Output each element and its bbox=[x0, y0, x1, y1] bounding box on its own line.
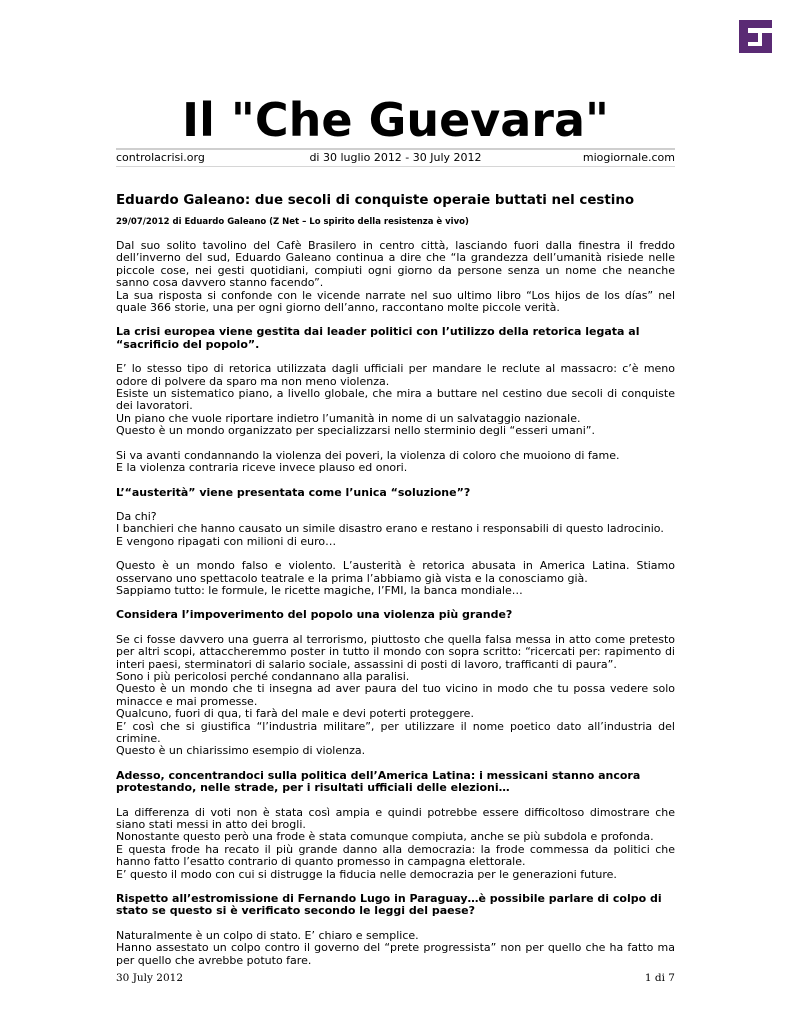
header-rule-top bbox=[116, 148, 675, 150]
article-title: Eduardo Galeano: due secoli di conquiste operaie buttati nel cestino bbox=[116, 193, 635, 208]
journal-logo-icon bbox=[739, 20, 772, 53]
paragraph: E’ lo stesso tipo di retorica utilizzata dagli ufficiali per mandare le reclute al massacro: c’è meno odore di polvere da sparo ma non meno violenza. bbox=[116, 362, 675, 388]
paragraph: La differenza di voti non è stata così ampia e quindi potrebbe essere difficoltoso dimostrare che siano stati messi in atto dei brogli. bbox=[116, 805, 675, 832]
paragraph: Sappiamo tutto: le formule, le ricette magiche, l’FMI, la banca mondiale… bbox=[116, 583, 523, 597]
date-range: di 30 luglio 2012 - 30 July 2012 bbox=[309, 151, 482, 164]
page-title: Il "Che Guevara" bbox=[181, 93, 609, 147]
source-left: controlacrisi.org bbox=[116, 151, 205, 164]
paragraph: La sua risposta si confonde con le vicende narrate nel suo ultimo libro “Los hijos de los días” nel quale 366 storie, una per ogni giorno dell’anno, raccontano molte piccole verità. bbox=[116, 288, 675, 315]
page-footer bbox=[116, 971, 675, 985]
paragraph: Naturalmente è un colpo di stato. E’ chiaro e semplice. bbox=[116, 928, 419, 942]
paragraph: Un piano che vuole riportare indietro l’umanità in nome di un salvataggio nazionale. bbox=[116, 411, 581, 425]
paragraph: Questo è un mondo falso e violento. L’austerità è retorica abusata in America Latina. Stiamo osservano uno spettacolo teatrale e la prima l’abbiamo già vista e la conosciamo già. bbox=[116, 559, 675, 585]
paragraph: Hanno assestato un colpo contro il governo del “prete progressista” non per quello che ha fatto ma per quello che avrebbe potuto fare. bbox=[116, 941, 675, 967]
paragraph: Sono i più pericolosi perché condannano alla paralisi. bbox=[116, 669, 410, 683]
paragraph: Nonostante questo però una frode è stata comunque compiuta, anche se più subdola e profonda. bbox=[116, 830, 654, 844]
paragraph: Questo è un chiarissimo esempio di violenza. bbox=[116, 744, 366, 758]
question-heading: Considera l’impoverimento del popolo una violenza più grande? bbox=[116, 608, 513, 622]
header-rule-bottom bbox=[116, 166, 675, 167]
paragraph: E la violenza contraria riceve invece plauso ed onori. bbox=[116, 461, 408, 475]
header-meta bbox=[116, 151, 675, 165]
question-heading: La crisi europea viene gestita dai leader politici con l’utilizzo della retorica legata al “sacrificio del popolo”. bbox=[116, 325, 640, 351]
paragraph: Da chi? bbox=[116, 509, 157, 523]
footer-date: 30 July 2012 bbox=[116, 972, 184, 984]
paragraph: I banchieri che hanno causato un simile disastro erano e restano i responsabili di questo ladrocinio. bbox=[116, 522, 664, 536]
paragraph: Esiste un sistematico piano, a livello globale, che mira a buttare nel cestino due secoli di conquiste dei lavoratori. bbox=[116, 387, 675, 413]
paragraph: Questo è un mondo organizzato per specializzarsi nello sterminio degli “esseri umani”. bbox=[116, 424, 595, 438]
paragraph: E’ questo il modo con cui si distrugge la fiducia nelle democrazia per le generazioni future. bbox=[116, 867, 617, 881]
paragraph: E questa frode ha recato il più grande danno alla democrazia: la frode commessa da politici che hanno fatto l’esatto contrario di quanto promesso in campagna elettorale. bbox=[116, 842, 675, 869]
source-right: miogiornale.com bbox=[582, 151, 675, 164]
question-heading: Adesso, concentrandoci sulla politica dell’America Latina: i messicani stanno ancora protestando, nelle strade, per i risultati ufficiali delle elezioni… bbox=[116, 768, 641, 795]
paragraph: Qualcuno, fuori di qua, ti farà del male e devi poterti proteggere. bbox=[116, 707, 474, 721]
question-heading: Rispetto all’estromissione di Fernando Lugo in Paraguay…è possibile parlare di colpo di stato se questo si è verificato secondo le leggi del paese? bbox=[116, 892, 662, 918]
paragraph: Dal suo solito tavolino del Cafè Brasilero in centro città, lasciando fuori dalla finestra il freddo dell’inverno del sud, Eduardo Galeano continua a dire che “la grandezza dell’umanità risiede nelle piccole cose, nei gesti quotidiani, compiuti ogni giorno da persone senza un nome che neanche sanno cosa davvero stanno facendo”. bbox=[116, 239, 675, 290]
paragraph: E vengono ripagati con milioni di euro… bbox=[116, 534, 337, 548]
page-number: 1 di 7 bbox=[644, 972, 675, 984]
question-heading: L’“austerità” viene presentata come l’unica “soluzione”? bbox=[116, 485, 471, 499]
article-byline: 29/07/2012 di Eduardo Galeano (Z Net – Lo spirito della resistenza è vivo) bbox=[116, 217, 469, 227]
paragraph: Questo è un mondo che ti insegna ad aver paura del tuo vicino in modo che tu possa vedere solo minacce e mai promesse. bbox=[116, 682, 675, 708]
paragraph: Se ci fosse davvero una guerra al terrorismo, piuttosto che quella falsa messa in atto come pretesto per altri scopi, attaccheremmo poster in tutto il mondo con sopra scritto: “ricercati per: rapimento di interi paesi, sterminatori di salario sociale, assassini di posti di lavoro, trafficanti di paura”. bbox=[116, 632, 675, 671]
article bbox=[116, 193, 675, 967]
paragraph: E’ così che si giustifica “l’industria militare”, per utilizzare il nome poetico dato all’industria del crimine. bbox=[116, 719, 675, 745]
paragraph: Si va avanti condannando la violenza dei poveri, la violenza di coloro che muoiono di fame. bbox=[116, 448, 620, 462]
